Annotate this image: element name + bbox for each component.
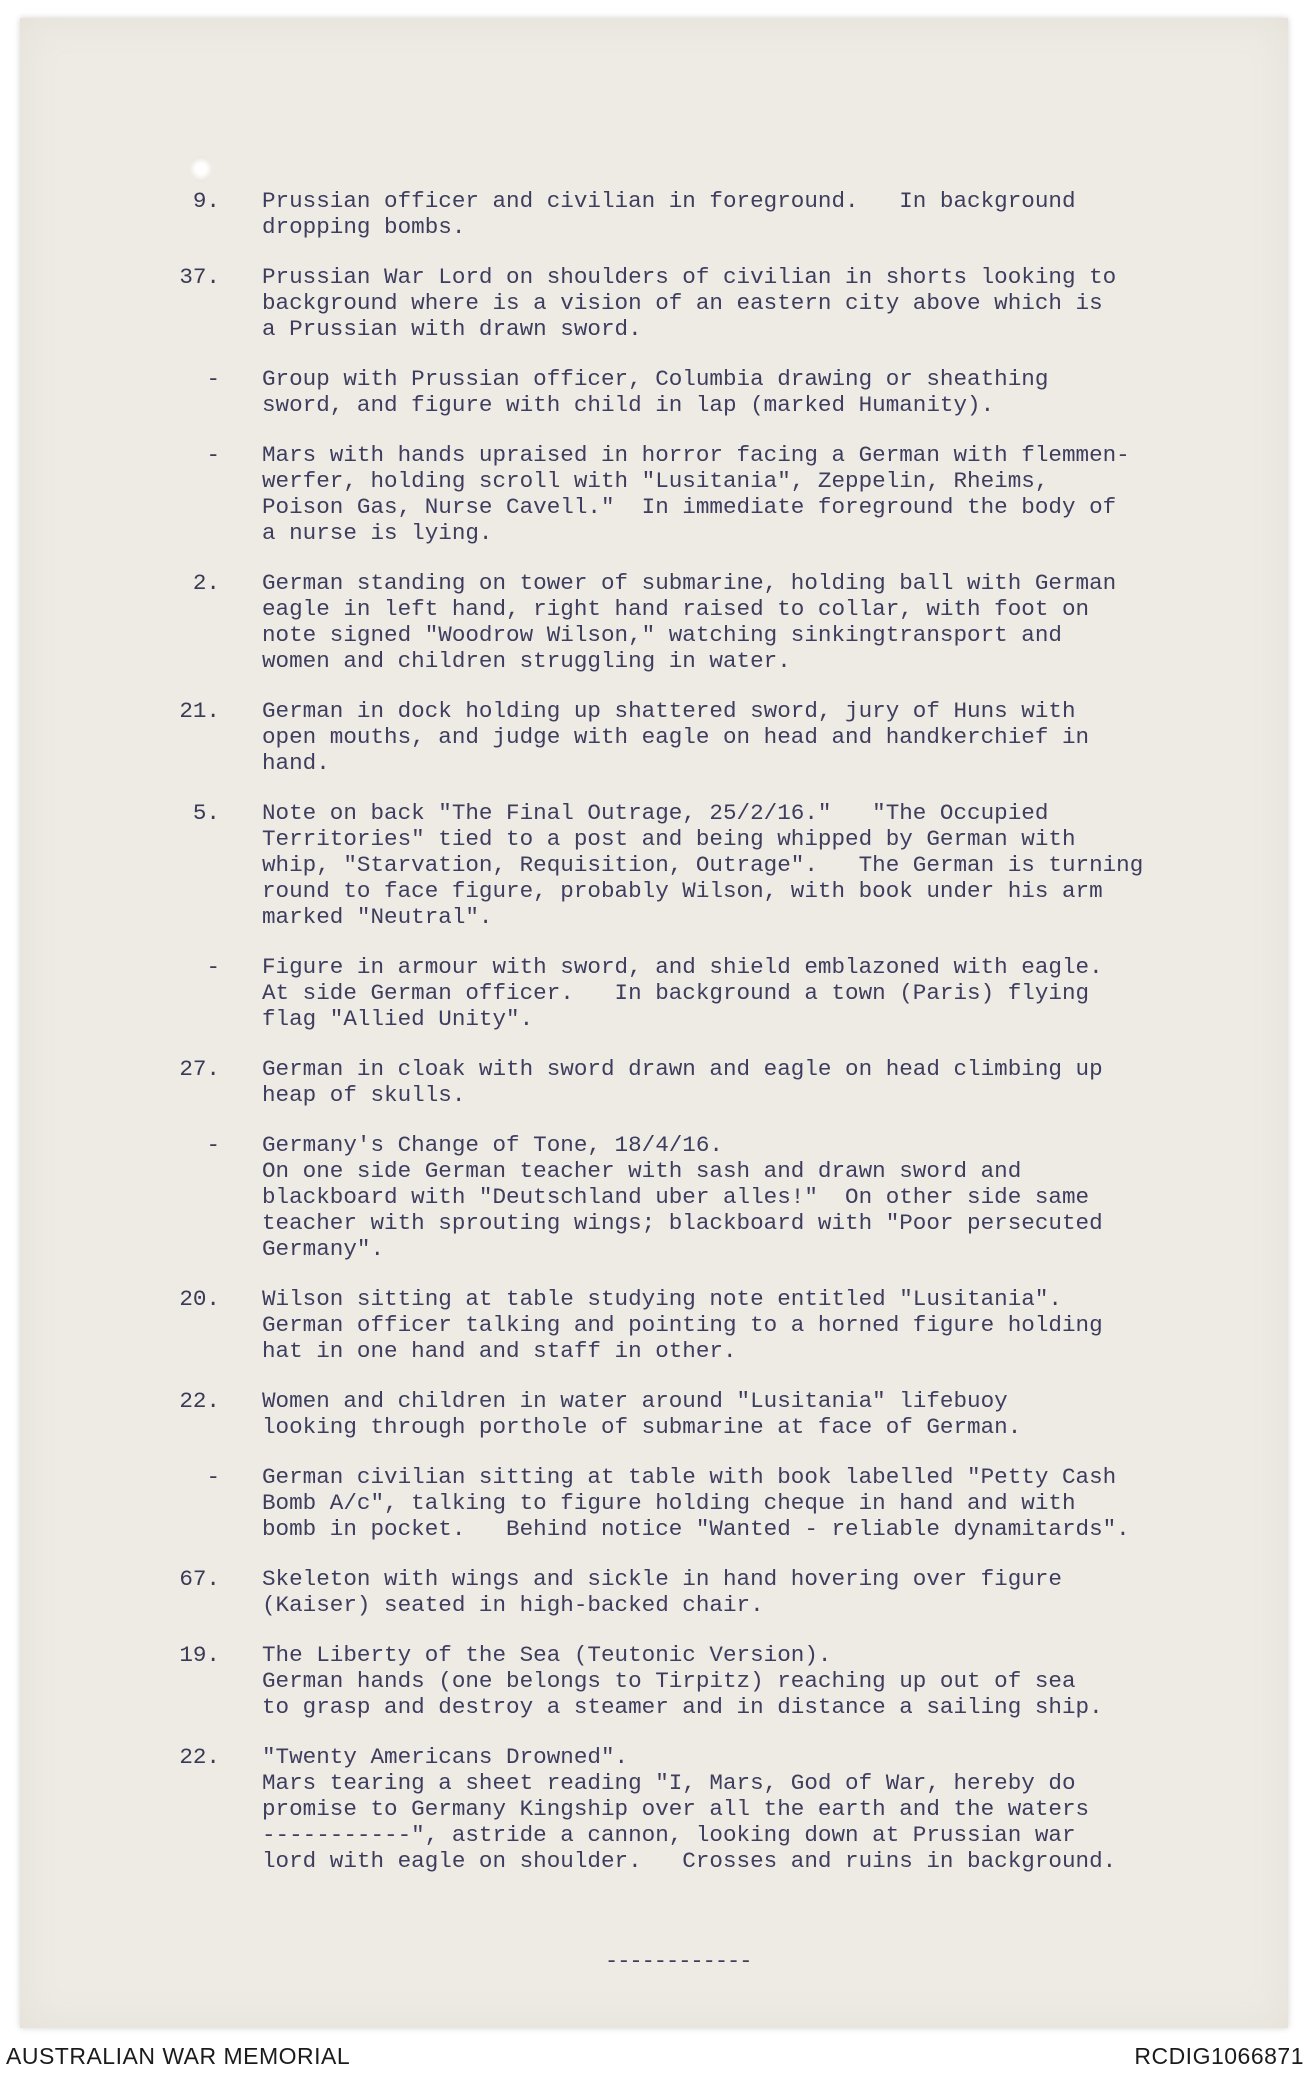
entry-description — [262, 366, 1262, 418]
entry-description — [262, 264, 1262, 342]
entry-text-line: On one side German teacher with sash and drawn sword and — [262, 1158, 1022, 1184]
entry-number: 22. — [179, 1388, 220, 1414]
end-rule: ------------ — [605, 1949, 752, 1974]
entry-number: - — [206, 366, 220, 392]
entry-text-line: German officer talking and pointing to a horned figure holding — [262, 1312, 1103, 1338]
entry-text-line: German standing on tower of submarine, holding ball with German — [262, 570, 1117, 596]
entry-text-line: whip, "Starvation, Requisition, Outrage". The German is turning — [262, 852, 1144, 878]
entry-number: 2. — [192, 570, 220, 596]
entry-description — [262, 954, 1262, 1032]
entry-text-line: Mars tearing a sheet reading "I, Mars, God of War, hereby do — [262, 1770, 1076, 1796]
list-item — [150, 1286, 1260, 1364]
list-item — [150, 570, 1260, 674]
entry-text-line: Territories" tied to a post and being whipped by German with — [262, 826, 1076, 852]
entry-text-line: heap of skulls. — [262, 1082, 466, 1108]
entry-text-line: Group with Prussian officer, Columbia drawing or sheathing — [262, 366, 1049, 392]
entry-text-line: Skeleton with wings and sickle in hand hovering over figure — [262, 1566, 1062, 1592]
entry-text-line: eagle in left hand, right hand raised to collar, with foot on — [262, 596, 1090, 622]
entry-text-line: werfer, holding scroll with "Lusitania", Zeppelin, Rheims, — [262, 468, 1049, 494]
entry-text-line: a nurse is lying. — [262, 520, 493, 546]
entry-text-line: Bomb A/c", talking to figure holding cheque in hand and with — [262, 1490, 1076, 1516]
entry-description — [262, 188, 1262, 240]
entry-text-line: blackboard with "Deutschland uber alles!" On other side same — [262, 1184, 1090, 1210]
list-item — [150, 1642, 1260, 1720]
entry-number: 20. — [179, 1286, 220, 1312]
entry-number: 27. — [179, 1056, 220, 1082]
entry-description — [262, 1744, 1262, 1874]
list-item — [150, 1132, 1260, 1262]
entry-number: 67. — [179, 1566, 220, 1592]
entry-text-line: German in cloak with sword drawn and eagle on head climbing up — [262, 1056, 1103, 1082]
entry-text-line: looking through porthole of submarine at face of German. — [262, 1414, 1022, 1440]
entry-text-line: hand. — [262, 750, 330, 776]
list-item — [150, 366, 1260, 418]
entry-number: - — [206, 954, 220, 980]
entry-text-line: Figure in armour with sword, and shield emblazoned with eagle. — [262, 954, 1103, 980]
entry-text-line: teacher with sprouting wings; blackboard with "Poor persecuted — [262, 1210, 1103, 1236]
list-item — [150, 264, 1260, 342]
entry-text-line: a Prussian with drawn sword. — [262, 316, 642, 342]
entry-text-line: German in dock holding up shattered sword, jury of Huns with — [262, 698, 1076, 724]
entry-text-line: German hands (one belongs to Tirpitz) reaching up out of sea — [262, 1668, 1076, 1694]
entry-description — [262, 698, 1262, 776]
entry-description — [262, 800, 1262, 930]
entry-text-line: flag "Allied Unity". — [262, 1006, 534, 1032]
list-item — [150, 698, 1260, 776]
entry-text-line: "Twenty Americans Drowned". — [262, 1744, 629, 1770]
entry-text-line: The Liberty of the Sea (Teutonic Version). — [262, 1642, 832, 1668]
list-item — [150, 800, 1260, 930]
entry-list — [150, 188, 1260, 1898]
list-item — [150, 1056, 1260, 1108]
entry-text-line: At side German officer. In background a town (Paris) flying — [262, 980, 1090, 1006]
entry-text-line: Wilson sitting at table studying note entitled "Lusitania". — [262, 1286, 1062, 1312]
entry-number: 21. — [179, 698, 220, 724]
entry-description — [262, 1642, 1262, 1720]
entry-description — [262, 1132, 1262, 1262]
entry-number: 19. — [179, 1642, 220, 1668]
punch-hole — [190, 156, 212, 182]
entry-text-line: sword, and figure with child in lap (marked Humanity). — [262, 392, 995, 418]
list-item — [150, 954, 1260, 1032]
entry-text-line: to grasp and destroy a steamer and in distance a sailing ship. — [262, 1694, 1103, 1720]
entry-number: - — [206, 1464, 220, 1490]
entry-text-line: German civilian sitting at table with book labelled "Petty Cash — [262, 1464, 1117, 1490]
entry-text-line: Germany". — [262, 1236, 385, 1262]
entry-text-line: Prussian War Lord on shoulders of civilian in shorts looking to — [262, 264, 1117, 290]
entry-text-line: Note on back "The Final Outrage, 25/2/16." "The Occupied — [262, 800, 1049, 826]
list-item — [150, 188, 1260, 240]
entry-number: 37. — [179, 264, 220, 290]
entry-text-line: -----------", astride a cannon, looking down at Prussian war — [262, 1822, 1076, 1848]
entry-number: - — [206, 442, 220, 468]
entry-text-line: bomb in pocket. Behind notice "Wanted - reliable dynamitards". — [262, 1516, 1130, 1542]
entry-text-line: women and children struggling in water. — [262, 648, 791, 674]
entry-number: - — [206, 1132, 220, 1158]
list-item — [150, 1566, 1260, 1618]
entry-text-line: promise to Germany Kingship over all the earth and the waters — [262, 1796, 1090, 1822]
entry-number: 5. — [192, 800, 220, 826]
entry-text-line: lord with eagle on shoulder. Crosses and ruins in background. — [262, 1848, 1117, 1874]
entry-text-line: Women and children in water around "Lusitania" lifebuoy — [262, 1388, 1008, 1414]
entry-text-line: Poison Gas, Nurse Cavell." In immediate foreground the body of — [262, 494, 1117, 520]
entry-text-line: hat in one hand and staff in other. — [262, 1338, 737, 1364]
entry-text-line: dropping bombs. — [262, 214, 466, 240]
entry-text-line: Germany's Change of Tone, 18/4/16. — [262, 1132, 723, 1158]
entry-description — [262, 1388, 1262, 1440]
entry-text-line: Mars with hands upraised in horror facing a German with flemmen- — [262, 442, 1130, 468]
entry-description — [262, 1566, 1262, 1618]
entry-text-line: round to face figure, probably Wilson, with book under his arm — [262, 878, 1103, 904]
entry-text-line: note signed "Woodrow Wilson," watching sinkingtransport and — [262, 622, 1062, 648]
entry-text-line: background where is a vision of an eastern city above which is — [262, 290, 1103, 316]
entry-description — [262, 1464, 1262, 1542]
footer-institution: AUSTRALIAN WAR MEMORIAL — [6, 2043, 351, 2069]
entry-text-line: Prussian officer and civilian in foreground. In background — [262, 188, 1076, 214]
entry-description — [262, 442, 1262, 546]
list-item — [150, 1464, 1260, 1542]
entry-description — [262, 1056, 1262, 1108]
list-item — [150, 1388, 1260, 1440]
footer-record-id: RCDIG1066871 — [1134, 2043, 1304, 2069]
list-item — [150, 1744, 1260, 1874]
entry-number: 9. — [192, 188, 220, 214]
entry-description — [262, 570, 1262, 674]
entry-text-line: (Kaiser) seated in high-backed chair. — [262, 1592, 764, 1618]
entry-number: 22. — [179, 1744, 220, 1770]
list-item — [150, 442, 1260, 546]
entry-text-line: open mouths, and judge with eagle on head and handkerchief in — [262, 724, 1090, 750]
entry-text-line: marked "Neutral". — [262, 904, 493, 930]
entry-description — [262, 1286, 1262, 1364]
